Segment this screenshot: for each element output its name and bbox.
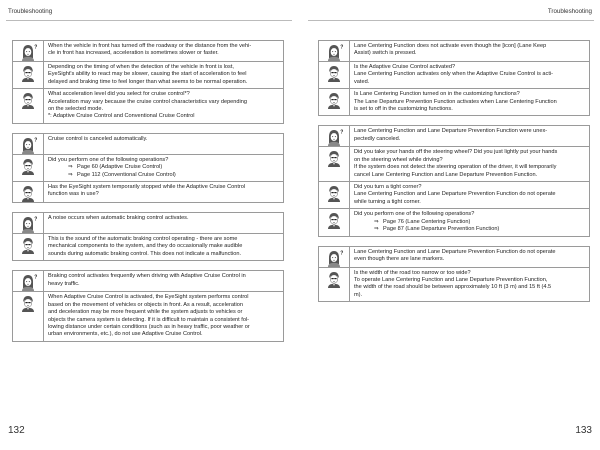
text-line: Did you perform one of the following operations? bbox=[48, 156, 169, 163]
answer-person-icon bbox=[324, 270, 344, 288]
answer-person-icon bbox=[18, 64, 38, 82]
avatar bbox=[13, 234, 44, 260]
text-line: objects the camera system is detecting. If it is difficult to maintain a consistent fol- bbox=[48, 316, 250, 323]
header-title-left: Troubleshooting bbox=[8, 8, 53, 15]
question-row bbox=[13, 271, 283, 292]
answer-person-icon bbox=[18, 184, 38, 202]
row-text bbox=[350, 182, 589, 208]
text-line: Lane Centering Function does not activate even though the [icon] (Lane Keep bbox=[354, 43, 547, 49]
svg-text:?: ? bbox=[34, 137, 38, 144]
troubleshooting-card bbox=[12, 40, 284, 124]
row-text bbox=[350, 247, 589, 267]
arrow-right-icon: ⇒ bbox=[68, 171, 73, 178]
text-line: The Lane Departure Prevention Function activates when Lane Centering Function bbox=[354, 98, 557, 105]
text-line: EyeSight's ability to react may be slower, causing the start of acceleration to feel bbox=[48, 71, 247, 78]
text-line: Assist) switch is pressed. bbox=[354, 50, 417, 57]
question-row bbox=[13, 134, 283, 155]
page-reference-text: Page 87 (Lane Departure Prevention Function) bbox=[383, 226, 500, 233]
avatar bbox=[319, 209, 350, 235]
answer-row bbox=[13, 234, 283, 260]
row-text bbox=[350, 209, 589, 235]
text-line: lowing distance under certain conditions (such as in heavy traffic, poor weather or bbox=[48, 323, 250, 330]
question-person-icon bbox=[324, 43, 344, 61]
arrow-right-icon: ⇒ bbox=[374, 218, 379, 225]
text-line: m). bbox=[354, 291, 363, 298]
page-reference-link[interactable] bbox=[48, 164, 279, 171]
text-line: sounds during automatic braking control. This does not indicate a malfunction. bbox=[48, 250, 241, 257]
svg-text:?: ? bbox=[340, 44, 344, 51]
question-person-icon bbox=[18, 136, 38, 154]
text-line: A noise occurs when automatic braking control activates. bbox=[48, 215, 189, 222]
text-line: vated. bbox=[354, 78, 370, 85]
answer-person-icon bbox=[324, 91, 344, 109]
text-line: Is the Adaptive Cruise Control activated? bbox=[354, 64, 456, 70]
question-person-icon bbox=[18, 273, 38, 291]
text-line: even though there are lane markers. bbox=[354, 255, 445, 262]
question-row bbox=[319, 41, 589, 62]
answer-row bbox=[319, 182, 589, 209]
question-person-icon bbox=[18, 215, 38, 233]
row-text bbox=[44, 41, 283, 61]
troubleshooting-card bbox=[12, 212, 284, 261]
text-line: Is Lane Centering Function turned on in the customizing functions? bbox=[354, 91, 520, 98]
text-line: cle in front has increased, acceleration is sometimes slower or faster. bbox=[48, 50, 219, 57]
page-reference-text: Page 76 (Lane Centering Function) bbox=[383, 218, 471, 225]
text-line: cancel Lane Centering Function and Lane Departure Prevention Function. bbox=[354, 171, 538, 178]
text-line: Braking control activates frequently when driving with Adaptive Cruise Control in bbox=[48, 273, 246, 280]
text-line: is set to off in the customizing functions. bbox=[354, 106, 453, 113]
header-title-right: Troubleshooting bbox=[547, 8, 592, 15]
row-text bbox=[350, 41, 589, 61]
text-line: heavy traffic. bbox=[48, 280, 80, 287]
avatar bbox=[319, 268, 350, 302]
question-person-icon bbox=[324, 128, 344, 146]
troubleshooting-card bbox=[12, 133, 284, 203]
text-line: mechanical components to the system, and they do occasionally make audible bbox=[48, 243, 243, 250]
text-line: Lane Centering Function and Lane Departure Prevention Function were unex- bbox=[354, 128, 548, 135]
row-text bbox=[350, 147, 589, 181]
text-line: Did you turn a tight corner? bbox=[354, 184, 422, 191]
troubleshooting-card bbox=[12, 270, 284, 341]
answer-person-icon bbox=[324, 149, 344, 167]
svg-text:?: ? bbox=[340, 129, 344, 136]
header-divider-left bbox=[6, 20, 292, 21]
row-text bbox=[44, 89, 283, 123]
text-line: This is the sound of the automatic braking control operating - there are some bbox=[48, 236, 238, 243]
answer-person-icon bbox=[324, 64, 344, 82]
avatar bbox=[13, 182, 44, 202]
text-line: Lane Centering Function and Lane Departure Prevention Function do not operate bbox=[354, 191, 556, 198]
arrow-right-icon: ⇒ bbox=[68, 164, 73, 171]
text-line: Is the width of the road too narrow or too wide? bbox=[354, 269, 471, 276]
question-person-icon bbox=[18, 43, 38, 61]
avatar bbox=[13, 134, 44, 154]
answer-person-icon bbox=[18, 91, 38, 109]
troubleshooting-card bbox=[318, 246, 590, 303]
text-line: while turning a tight corner. bbox=[354, 198, 421, 205]
page-reference-link[interactable] bbox=[354, 219, 585, 226]
answer-row bbox=[319, 62, 589, 89]
row-text bbox=[44, 62, 283, 88]
page-reference-text: Page 112 (Conventional Cruise Control) bbox=[77, 171, 176, 178]
answer-row bbox=[13, 89, 283, 123]
avatar bbox=[13, 213, 44, 233]
row-text bbox=[350, 89, 589, 115]
avatar bbox=[319, 247, 350, 267]
text-line: on the steering wheel while driving? bbox=[354, 156, 443, 163]
text-line: To operate Lane Centering Function and Lane Departure Prevention Function, bbox=[354, 276, 548, 283]
question-row bbox=[13, 41, 283, 62]
left-page bbox=[12, 40, 284, 351]
avatar bbox=[319, 89, 350, 115]
answer-person-icon bbox=[18, 157, 38, 175]
svg-text:?: ? bbox=[34, 44, 38, 51]
text-line: delayed and braking time to feel longer than what seems to be normal operation. bbox=[48, 78, 248, 85]
answer-person-icon bbox=[18, 294, 38, 312]
arrow-right-icon: ⇒ bbox=[374, 226, 379, 233]
answer-row bbox=[319, 89, 589, 115]
question-person-icon bbox=[324, 249, 344, 267]
row-text bbox=[350, 62, 589, 88]
answer-row bbox=[319, 209, 589, 235]
text-line: the width of the road should be between approximately 10 ft (3 m) and 15 ft (4.5 bbox=[354, 284, 552, 291]
text-line: function was in use? bbox=[48, 191, 99, 198]
text-line: If the system does not detect the steering operation of the driver, it will temporarily bbox=[354, 164, 557, 171]
right-page bbox=[318, 40, 590, 311]
text-line: Lane Centering Function activates only when the Adaptive Cruise Control is acti- bbox=[354, 71, 553, 78]
text-line: What acceleration level did you select for cruise control*? bbox=[48, 91, 190, 98]
avatar bbox=[319, 62, 350, 88]
answer-row bbox=[13, 292, 283, 340]
answer-row bbox=[13, 155, 283, 182]
svg-text:?: ? bbox=[34, 274, 38, 281]
answer-person-icon bbox=[18, 236, 38, 254]
text-line: and deceleration may be more frequent while the system adjusts to vehicles or bbox=[48, 309, 243, 316]
troubleshooting-card bbox=[318, 40, 590, 116]
text-line: on the selected mode. bbox=[48, 106, 104, 113]
avatar bbox=[319, 41, 350, 61]
text-line: Lane Centering Function and Lane Departure Prevention Function do not operate bbox=[354, 248, 556, 255]
text-line: Acceleration may vary because the cruise control characteristics vary depending bbox=[48, 98, 247, 105]
row-text bbox=[44, 271, 283, 291]
text-line: Depending on the timing of when the detection of the vehicle in front is lost, bbox=[48, 64, 234, 70]
avatar bbox=[319, 126, 350, 146]
text-line: Cruise control is canceled automatically. bbox=[48, 135, 148, 142]
answer-person-icon bbox=[324, 211, 344, 229]
row-text bbox=[350, 268, 589, 302]
header-divider-right bbox=[308, 20, 594, 21]
svg-text:?: ? bbox=[340, 250, 344, 256]
page-number-right: 133 bbox=[575, 425, 592, 436]
answer-row bbox=[13, 182, 283, 202]
avatar bbox=[13, 155, 44, 181]
page-reference-link[interactable] bbox=[354, 226, 585, 233]
text-line: When the vehicle in front has turned off the roadway or the distance from the vehi- bbox=[48, 43, 252, 49]
avatar bbox=[319, 182, 350, 208]
text-line: based on the movement of vehicles or objects in front. As a result, acceleration bbox=[48, 301, 243, 308]
question-row bbox=[319, 126, 589, 147]
avatar bbox=[13, 292, 44, 340]
row-text bbox=[44, 292, 283, 340]
svg-text:?: ? bbox=[34, 216, 38, 223]
page-reference-text: Page 60 (Adaptive Cruise Control) bbox=[77, 164, 163, 171]
row-text bbox=[44, 234, 283, 260]
question-row bbox=[319, 247, 589, 268]
answer-row bbox=[319, 268, 589, 302]
question-row bbox=[13, 213, 283, 234]
row-text bbox=[44, 213, 283, 233]
text-line: When Adaptive Cruise Control is activated, the EyeSight system performs control bbox=[48, 294, 249, 301]
text-line: Did you take your hands off the steering wheel? Did you just lightly put your hands bbox=[354, 149, 558, 156]
answer-person-icon bbox=[324, 184, 344, 202]
avatar bbox=[13, 41, 44, 61]
row-text bbox=[44, 182, 283, 202]
text-line: Did you perform one of the following operations? bbox=[354, 211, 475, 218]
avatar bbox=[319, 147, 350, 181]
row-text bbox=[44, 155, 283, 181]
text-line: urban environments, etc.), do not use Adaptive Cruise Control. bbox=[48, 331, 203, 338]
row-text bbox=[44, 134, 283, 154]
avatar bbox=[13, 62, 44, 88]
troubleshooting-card bbox=[318, 125, 590, 236]
avatar bbox=[13, 89, 44, 123]
page-reference-link[interactable] bbox=[48, 172, 279, 179]
answer-row bbox=[13, 62, 283, 89]
text-line: *: Adaptive Cruise Control and Conventional Cruise Control bbox=[48, 113, 195, 120]
avatar bbox=[13, 271, 44, 291]
page-number-left: 132 bbox=[8, 425, 25, 436]
text-line: Has the EyeSight system temporarily stopped while the Adaptive Cruise Control bbox=[48, 184, 246, 191]
row-text bbox=[350, 126, 589, 146]
text-line: pectedly canceled. bbox=[354, 135, 401, 142]
answer-row bbox=[319, 147, 589, 182]
